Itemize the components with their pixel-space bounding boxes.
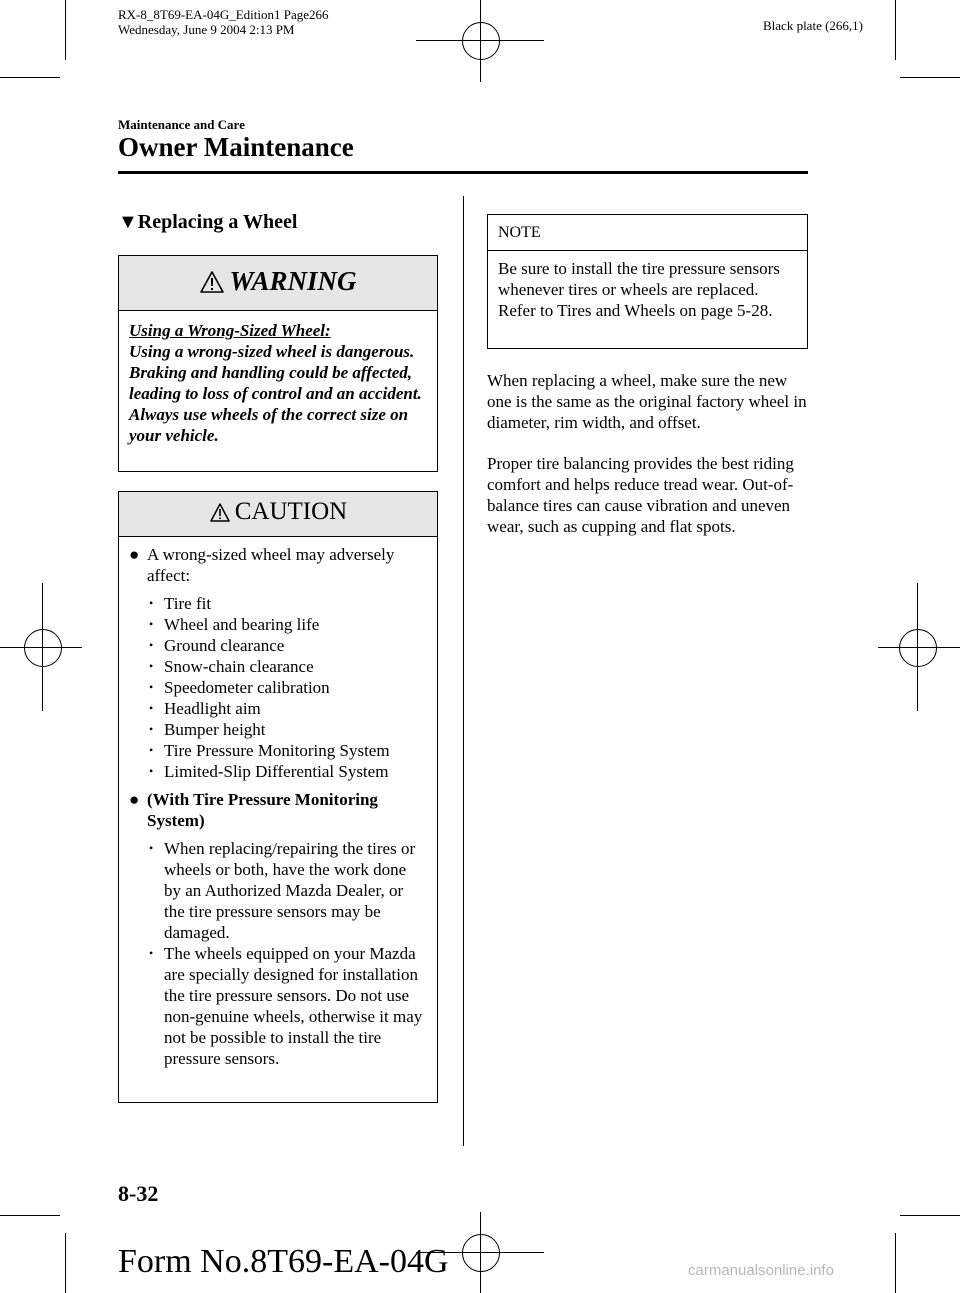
list-item: • Snow-chain clearance — [149, 657, 314, 676]
caution-sublist — [147, 593, 427, 782]
caution-bullet — [129, 789, 427, 831]
plate-label: Black plate (266,1) — [763, 18, 863, 33]
caution-body — [119, 537, 437, 1069]
print-meta — [118, 7, 329, 37]
list-item: • Tire Pressure Monitoring System — [149, 741, 390, 760]
title-rule — [118, 171, 808, 174]
caution-bullet — [129, 544, 427, 586]
list-item: • Limited-Slip Differential System — [149, 762, 389, 781]
warning-header — [119, 256, 437, 311]
note-text: Be sure to install the tire pressure sensors whenever tires or wheels are replaced. Refer to Tires and Wheels on page 5-28. — [498, 259, 780, 320]
caution-bullet-text: (With Tire Pressure Monitoring System) — [147, 790, 378, 830]
warning-subheading: Using a Wrong-Sized Wheel: — [129, 321, 331, 340]
caution-sublist — [147, 838, 427, 1069]
body-paragraph: When replacing a wheel, make sure the new one is the same as the original factory wheel in diameter, rim width, and offset. — [487, 371, 807, 432]
watermark: carmanualsonline.info — [688, 1262, 834, 1279]
list-item: • Tire fit — [149, 594, 212, 613]
list-item: • Headlight aim — [149, 699, 261, 718]
note-title: NOTE — [488, 215, 807, 251]
warning-body — [119, 311, 437, 446]
list-item: • Bumper height — [149, 720, 266, 739]
section-heading — [118, 211, 297, 234]
caution-triangle-icon — [209, 503, 235, 520]
warning-triangle-icon — [199, 272, 229, 289]
bullet-dot-icon: ● — [129, 545, 140, 564]
print-date-line: Wednesday, June 9 2004 2:13 PM — [118, 22, 295, 37]
warning-text: Using a wrong-sized wheel is dangerous. Braking and handling could be affected, leading to loss of control and an accident. Always use wheels of the correct size on your vehicle. — [129, 342, 422, 445]
section-label: Maintenance and Care — [118, 117, 245, 132]
caution-bullet-text: A wrong-sized wheel may adversely affect: — [147, 545, 395, 585]
list-item: • Ground clearance — [149, 636, 285, 655]
caution-header — [119, 492, 437, 537]
triangle-marker-icon: ▼ — [118, 211, 138, 233]
note-box — [487, 214, 808, 349]
warning-title: WARNING — [229, 266, 357, 296]
list-item: • When replacing/repairing the tires or wheels or both, have the work done by an Authorized Mazda Dealer, or the tire pressure sensors may be damaged. — [149, 839, 416, 942]
section-heading-text: Replacing a Wheel — [137, 211, 298, 233]
page-number: 8-32 — [118, 1181, 159, 1206]
list-item: • Speedometer calibration — [149, 678, 330, 697]
warning-box — [118, 255, 438, 472]
body-paragraph: Proper tire balancing provides the best riding comfort and helps reduce tread wear. Out-of-balance tires can cause vibration and uneven wear, such as cupping and flat spots. — [487, 454, 794, 536]
list-item: • The wheels equipped on your Mazda are specially designed for installation the tire pressure sensors. Do not use non-genuine wheels, otherwise it may not be possible to install the tire pressure sensors. — [149, 944, 423, 1068]
page-title: Owner Maintenance — [118, 132, 354, 162]
form-number: Form No.8T69-EA-04G — [118, 1243, 449, 1280]
print-file-line: RX-8_8T69-EA-04G_Edition1 Page266 — [118, 7, 329, 22]
caution-title: CAUTION — [234, 498, 348, 525]
caution-box — [118, 491, 438, 1103]
list-item: • Wheel and bearing life — [149, 615, 320, 634]
bullet-dot-icon: ● — [129, 790, 140, 809]
